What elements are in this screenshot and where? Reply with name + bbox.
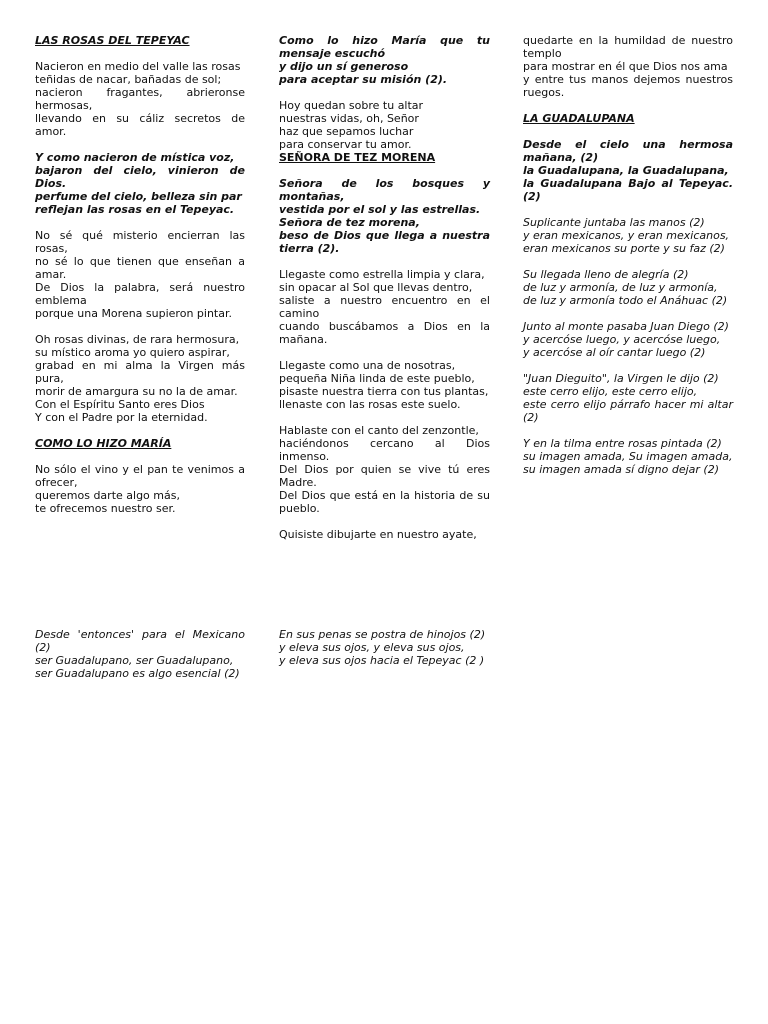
lyric-line: Con el Espíritu Santo eres Dios xyxy=(35,398,205,411)
lyric-line: para mostrar en él que Dios nos ama xyxy=(523,60,728,73)
lyric-line: ser Guadalupano, ser Guadalupano, xyxy=(35,654,234,667)
lyric-line: nuestras vidas, oh, Señor xyxy=(279,112,419,125)
lyric-line: sin opacar al Sol que llevas dentro, xyxy=(279,281,473,294)
lyric-line: De Dios la palabra, será nuestro emblema xyxy=(35,281,245,307)
chorus xyxy=(279,177,490,255)
lyric-line: no sé lo que tienen que enseñan a amar. xyxy=(35,255,245,281)
lyric-line: para conservar tu amor. xyxy=(279,138,412,151)
lyric-line: No sé qué misterio encierran las rosas, xyxy=(35,229,245,255)
stanza xyxy=(279,359,490,411)
column-1 xyxy=(35,34,245,515)
lyric-line: Señora de tez morena, xyxy=(279,216,420,229)
lyric-line: nacieron fragantes, abrieronse hermosas, xyxy=(35,86,245,112)
lyric-line: llevando en su cáliz secretos de amor. xyxy=(35,112,245,138)
stanza xyxy=(279,268,490,346)
lyric-line: teñidas de nacar, bañadas de sol; xyxy=(35,73,222,86)
stanza xyxy=(523,34,733,99)
lyric-line: En sus penas se postra de hinojos (2) xyxy=(279,628,486,641)
lyric-line: Del Dios que está en la historia de su pueblo. xyxy=(279,489,490,515)
lyric-line: saliste a nuestro encuentro en el camino xyxy=(279,294,490,320)
lyric-line: este cerro elijo, este cerro elijo, xyxy=(523,385,698,398)
lyric-line: Y en la tilma entre rosas pintada (2) xyxy=(523,437,722,450)
lyric-line: perfume del cielo, belleza sin par xyxy=(35,190,242,203)
lyric-line: te ofrecemos nuestro ser. xyxy=(35,502,176,515)
lyric-line: Desde 'entonces' para el Mexicano (2) xyxy=(35,628,245,654)
lyric-line: "Juan Dieguito", la Virgen le dijo (2) xyxy=(523,372,719,385)
lyric-line: bajaron del cielo, vinieron de Dios. xyxy=(35,164,245,190)
lyric-line: y entre tus manos dejemos nuestros ruegos. xyxy=(523,73,733,99)
lyric-line: de luz y armonía todo el Anáhuac (2) xyxy=(523,294,728,307)
stanza xyxy=(523,437,733,476)
column-2 xyxy=(279,34,490,541)
lyric-line: Su llegada lleno de alegría (2) xyxy=(523,268,689,281)
lyric-line: pequeña Niña linda de este pueblo, xyxy=(279,372,475,385)
chorus xyxy=(279,34,490,86)
lyric-line: haz que sepamos luchar xyxy=(279,125,414,138)
column-2-bottom xyxy=(279,628,490,667)
song-title-la-guadalupana: LA GUADALUPANA xyxy=(523,112,635,125)
lyric-line: porque una Morena supieron pintar. xyxy=(35,307,232,320)
lyric-line: y dijo un sí generoso xyxy=(279,60,409,73)
lyric-line: para aceptar su misión (2). xyxy=(279,73,448,86)
lyric-line: eran mexicanos su porte y su faz (2) xyxy=(523,242,725,255)
lyric-line: Oh rosas divinas, de rara hermosura, xyxy=(35,333,240,346)
lyric-line: pisaste nuestra tierra con tus plantas, xyxy=(279,385,489,398)
song-title-senora-tez-morena: SEÑORA DE TEZ MORENA xyxy=(279,151,436,164)
stanza xyxy=(279,528,490,541)
lyric-line: su imagen amada sí digno dejar (2) xyxy=(523,463,719,476)
lyric-line: Y como nacieron de mística voz, xyxy=(35,151,235,164)
stanza xyxy=(523,372,733,424)
lyric-line: beso de Dios que llega a nuestra tierra (2). xyxy=(279,229,490,255)
lyric-line: y eleva sus ojos hacia el Tepeyac (2 ) xyxy=(279,654,485,667)
lyric-line: Y con el Padre por la eternidad. xyxy=(35,411,208,424)
lyric-line: queremos darte algo más, xyxy=(35,489,180,502)
lyric-line: Llegaste como una de nosotras, xyxy=(279,359,456,372)
lyric-line: Hoy quedan sobre tu altar xyxy=(279,99,424,112)
lyric-line: y eleva sus ojos, y eleva sus ojos, xyxy=(279,641,465,654)
stanza xyxy=(523,268,733,307)
lyric-line: morir de amargura su no la de amar. xyxy=(35,385,238,398)
stanza xyxy=(279,424,490,515)
stanza xyxy=(523,320,733,359)
lyric-line: Hablaste con el canto del zenzontle, xyxy=(279,424,479,437)
lyric-line: y acercóse luego, y acercóse luego, xyxy=(523,333,721,346)
stanza xyxy=(35,60,245,138)
lyric-line: su místico aroma yo quiero aspirar, xyxy=(35,346,230,359)
stanza xyxy=(35,333,245,424)
lyric-line: la Guadalupana Bajo al Tepeyac. (2) xyxy=(523,177,733,203)
lyric-line: Suplicante juntaba las manos (2) xyxy=(523,216,705,229)
lyric-line: No sólo el vino y el pan te venimos a ofrecer, xyxy=(35,463,245,489)
stanza xyxy=(35,463,245,515)
lyric-line: su imagen amada, Su imagen amada, xyxy=(523,450,733,463)
lyric-line: ser Guadalupano es algo esencial (2) xyxy=(35,667,240,680)
lyric-line: llenaste con las rosas este suelo. xyxy=(279,398,461,411)
column-1-bottom xyxy=(35,628,245,680)
stanza xyxy=(279,99,490,151)
stanza xyxy=(523,216,733,255)
song-title-rosas-tepeyac: LAS ROSAS DEL TEPEYAC xyxy=(35,34,190,47)
lyric-line: de luz y armonía, de luz y armonía, xyxy=(523,281,718,294)
lyric-line: Nacieron en medio del valle las rosas xyxy=(35,60,241,73)
lyric-line: y acercóse al oír cantar luego (2) xyxy=(523,346,706,359)
column-3 xyxy=(523,34,733,476)
lyric-line: grabad en mi alma la Virgen más pura, xyxy=(35,359,245,385)
lyric-line: vestida por el sol y las estrellas. xyxy=(279,203,481,216)
lyric-line: Del Dios por quien se vive tú eres Madre. xyxy=(279,463,490,489)
chorus xyxy=(35,151,245,216)
lyric-line: Desde el cielo una hermosa mañana, (2) xyxy=(523,138,733,164)
lyric-line: Señora de los bosques y montañas, xyxy=(279,177,490,203)
lyric-line: Quisiste dibujarte en nuestro ayate, xyxy=(279,528,477,541)
lyric-line: quedarte en la humildad de nuestro templo xyxy=(523,34,733,60)
lyric-line: reflejan las rosas en el Tepeyac. xyxy=(35,203,235,216)
lyric-line: este cerro elijo párrafo hacer mi altar (2) xyxy=(523,398,733,424)
lyric-line: Llegaste como estrella limpia y clara, xyxy=(279,268,485,281)
lyric-line: Junto al monte pasaba Juan Diego (2) xyxy=(523,320,729,333)
song-title-como-lo-hizo-maria: COMO LO HIZO MARÍA xyxy=(35,437,172,450)
lyric-line: la Guadalupana, la Guadalupana, xyxy=(523,164,729,177)
chorus xyxy=(523,138,733,203)
lyric-line: cuando buscábamos a Dios en la mañana. xyxy=(279,320,490,346)
lyric-line: y eran mexicanos, y eran mexicanos, xyxy=(523,229,730,242)
lyric-line: Como lo hizo María que tu mensaje escuchó xyxy=(279,34,490,60)
lyric-line: haciéndonos cercano al Dios inmenso. xyxy=(279,437,490,463)
stanza xyxy=(35,229,245,320)
